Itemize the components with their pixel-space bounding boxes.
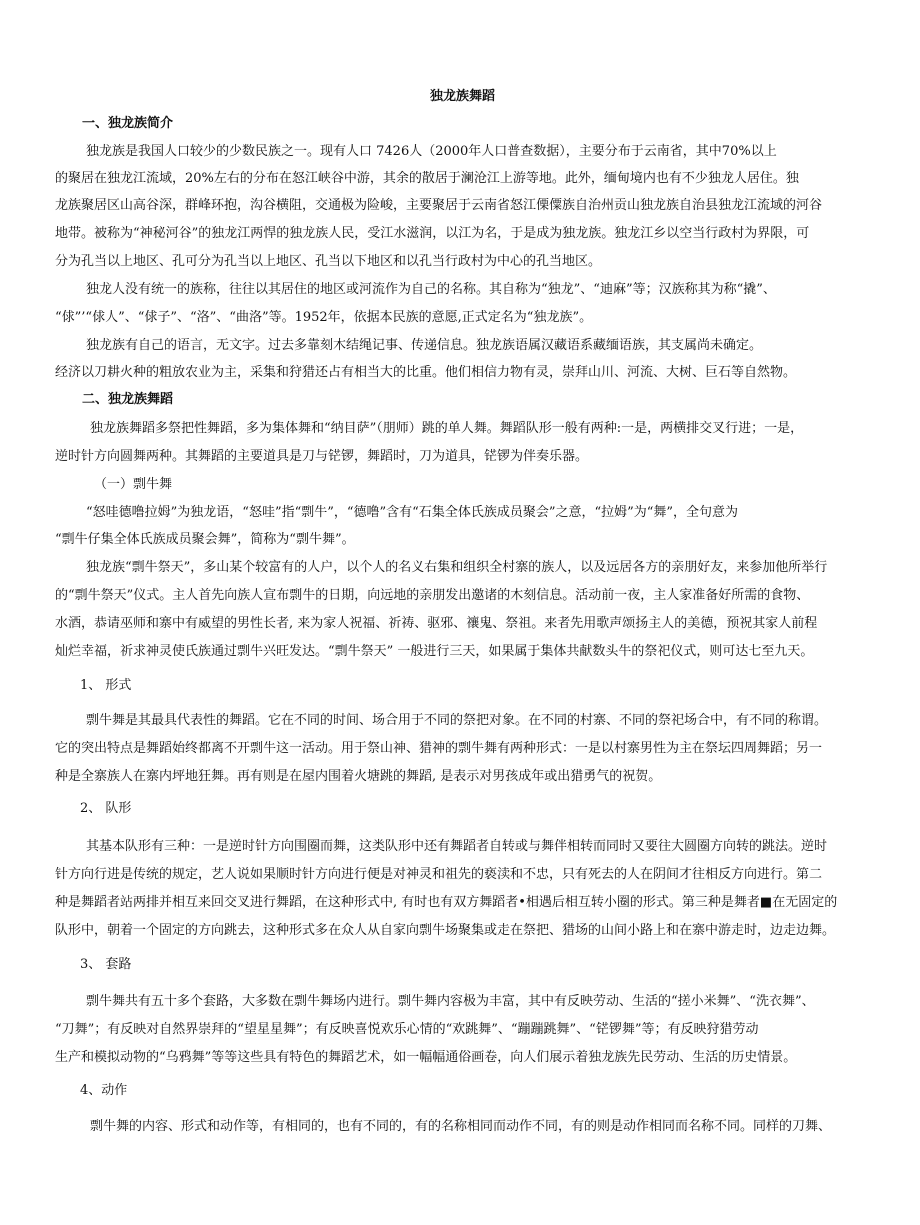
paragraph-line: 剽牛舞的内容、形式和动作等，有相同的，也有不同的，有的名称相同而动作不同，有的则是动作相同而名称不同。同样的刀舞、: [90, 1119, 832, 1134]
paragraph-line: 经济以刀耕火种的粗放农业为主，采集和狩猎还占有相当大的比重。他们相信力物有灵，崇拜山川、河流、大树、巨石等自然物。: [55, 365, 797, 380]
paragraph-line: 独龙族“剽牛祭天”，多山某个较富有的人户，以个人的名义右集和组织全村寨的族人，以及远居各方的亲朋好友，来参加他所举行: [86, 560, 828, 575]
paragraph-line: 生产和模拟动物的“乌鸦舞”等等这些具有特色的舞蹈艺术，如一幅幅通俗画卷，向人们展示着独龙族先民劳动、生活的历史情景。: [55, 1050, 797, 1065]
subsection-heading: （一）剽牛舞: [94, 477, 173, 492]
paragraph-line: “剽牛仔集全体氏族成员聚会舞”，简称为“剽牛舞”。: [55, 532, 355, 547]
paragraph-line: 独龙族是我国人口较少的少数民族之一。现有人口 7426人（2000年人口普查数据），主要分布于云南省，其中70%以上: [86, 144, 777, 159]
paragraph-line: 独龙人没有统一的族称，往往以其居住的地区或河流作为自己的名称。其自称为“独龙”、“迪麻”等；汉族称其为称“撬”、: [86, 282, 776, 297]
item-heading: 1、 形式: [80, 678, 132, 693]
paragraph-line: 它的突出特点是舞蹈始终都离不开剽牛这一活动。用于祭山神、猎神的剽牛舞有两种形式：一是以村寨男性为主在祭坛四周舞蹈；另一: [55, 741, 823, 756]
paragraph-line: 分为孔当以上地区、孔可分为孔当以上地区、孔当以下地区和以孔当行政村为中心的孔当地区。: [55, 254, 602, 269]
paragraph-line: 剽牛舞共有五十多个套路，大多数在剽牛舞场内进行。剽牛舞内容极为丰富，其中有反映劳动、生活的“搓小米舞”、“洗衣舞”、: [86, 994, 815, 1009]
paragraph-line: “怒哇德噜拉姆”为独龙语，“怒哇”指“剽牛”，“德噜”含有“石集全体氏族成员聚会”之意，“拉姆”为“舞”，全句意为: [86, 505, 739, 520]
paragraph-line: 灿烂幸福，祈求神灵使氏族通过剽牛兴旺发达。“剽牛祭天” 一般进行三天，如果属于集体共献数头牛的祭祀仪式，则可达七至九天。: [55, 644, 814, 659]
item-heading: 4、动作: [80, 1083, 128, 1098]
paragraph-line: 的“剽牛祭天”仪式。主人首先向族人宣布剽牛的日期，向远地的亲朋发出邀诸的木刻信息。活动前一夜，主人家准备好所需的食物、: [55, 588, 810, 603]
paragraph-line: 独龙族舞蹈多祭把性舞蹈，多为集体舞和“纳目萨”（朋师）跳的单人舞。舞蹈队形一般有两种:一是，两横排交叉行进；一是，: [90, 421, 804, 436]
paragraph-line: 剽牛舞是其最具代表性的舞蹈。它在不同的时间、场合用于不同的祭把对象。在不同的村寨、不同的祭祀场合中，有不同的称谓。: [86, 713, 828, 728]
section2-heading: 二、独龙族舞蹈: [82, 392, 174, 407]
paragraph-line: 独龙族有自己的语言，无文字。过去多靠刻木结绳记事、传递信息。独龙族语属汉藏语系藏缅语族，其支属尚未确定。: [86, 338, 763, 353]
paragraph-line: 逆时针方向圆舞两种。其舞蹈的主要道具是刀与铓锣，舞蹈时，刀为道具，铓锣为伴奏乐器。: [55, 449, 589, 464]
paragraph-line: “俅”’“俅人”、“俅子”、“洛”、“曲洛”等。1952年，依据本民族的意愿,正式定名为“独龙族”。: [55, 310, 593, 325]
paragraph-line: 种是舞蹈者站两排并相互来回交叉进行舞蹈，在这种形式中, 有时也有双方舞蹈者•相遇后相互转小圈的形式。第三种是舞者■在无固定的: [55, 895, 838, 910]
paragraph-line: 种是全寨族人在寨内坪地狂舞。再有则是在屋内围着火塘跳的舞蹈, 是表示对男孩成年或出猎勇气的祝贺。: [55, 769, 662, 784]
item-heading: 3、 套路: [80, 957, 132, 972]
paragraph-line: 地带。被称为“神秘河谷”的独龙江两悍的独龙族人民，受江水滋润，以江为名，于是成为独龙族。独龙江乡以空当行政村为界限，可: [55, 226, 810, 241]
item-heading: 2、 队形: [80, 801, 132, 816]
paragraph-line: 其基本队形有三种：一是逆时针方向围圈而舞，这类队形中还有舞蹈者自转或与舞伴相转而同时又要往大圆圈方向转的跳法。逆时: [86, 839, 828, 854]
document-title: 独龙族舞蹈: [430, 89, 496, 104]
section1-heading: 一、独龙族简介: [82, 116, 174, 131]
paragraph-line: “刀舞”；有反映对自然界崇拜的“望星星舞”；有反映喜悦欢乐心情的“欢跳舞”、“蹦蹦跳舞”、“铓锣舞”等；有反映狩猎劳动: [55, 1022, 759, 1037]
paragraph-line: 龙族聚居区山高谷深，群峰环抱，沟谷横阻，交通极为险峻，主要聚居于云南省怒江傈僳族自治州贡山独龙族自治县独龙江流域的河谷: [55, 198, 823, 213]
paragraph-line: 队形中，朝着一个固定的方向跳去，这种形式多在众人从自家向剽牛场聚集或走在祭把、猎场的山间小路上和在寨中游走时，边走边舞。: [55, 923, 836, 938]
paragraph-line: 水酒，恭请巫师和寨中有威望的男性长者, 来为家人祝福、祈祷、驱邪、禳鬼、祭祖。来者先用歌声颂扬主人的美德，预祝其家人前程: [55, 616, 818, 631]
paragraph-line: 针方向行进是传统的规定，艺人说如果顺时针方向进行便是对神灵和祖先的亵渎和不忠，只有死去的人在阴间才往相反方向进行。第二: [55, 867, 823, 882]
paragraph-line: 的聚居在独龙江流域，20%左右的分布在怒江峡谷中游，其余的散居于澜沧江上游等地。此外，缅甸境内也有不少独龙人居住。独: [55, 171, 799, 186]
